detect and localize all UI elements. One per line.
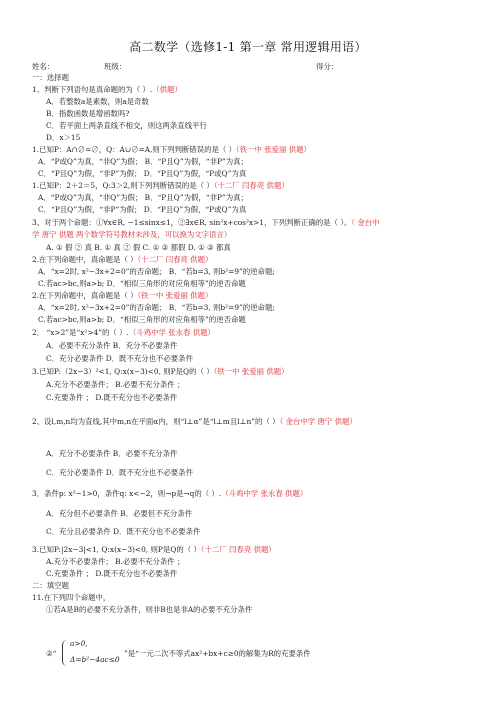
question-text: 2、设l,m,n均为直线,其中m,n在平面α内，则“l⊥α”是“l⊥m且l⊥n”的（ ）（ 金台中学 唐宁 供题） <box>32 417 357 426</box>
option-text: A．“P或Q”为真，“非Q”为假； B．“P且Q”为假，“非P”为真； <box>38 157 248 166</box>
option-text: B．指数函数是增函数吗? <box>46 109 130 118</box>
option-text: C．充分必要条件 D．既不充分也不必要条件 <box>46 354 193 363</box>
statement-text: ”是“一元二次不等式ax²+bx+c≥0的解集为R的充要条件 <box>124 649 311 658</box>
question-text: 1、判断下列语句是真命题的为（ ）.（供题） <box>32 85 182 94</box>
section-fill-heading: 二：填空题 <box>32 581 69 590</box>
question-source: （十二厂 闫春亮 供题） <box>137 255 213 264</box>
option-text: A．充分但不必要条件 B．必要但不充分条件 <box>46 509 193 518</box>
option-text: A．必要不充分条件 B．充分不必要条件 <box>46 341 178 350</box>
option-text: A.充分不必要条件； B.必要不充分条件 ； <box>46 380 185 389</box>
option-text: C．“P且Q”为假，“非P”为假； D．“P且Q”为假，“P或Q”为真 <box>38 205 247 214</box>
question-text: 2． “x>2”是“x²>4”的（ ）.（斗鸡中学 张永春 供题） <box>32 328 215 337</box>
question-text: 2.在下列命题中，真命题是（ ）（十二厂 闫春亮 供题） <box>32 255 213 264</box>
question-source: （ 金台中 <box>351 218 380 227</box>
system-line-2: Δ=b²−4ac≤0 <box>70 655 120 664</box>
question-source: （斗鸡中学 张永春 供题） <box>221 489 308 498</box>
question-source: （十二厂 闫春亮 供题） <box>200 545 276 554</box>
option-text: C.若ac>bc,则a>b; D．“相似三角形的对应角相等”的逆否命题 <box>38 279 246 288</box>
option-text: A．“x=2时, x²−3x+2=0”的否命题； B．“若b=3, 则b²=9”的逆命题; <box>38 303 275 312</box>
question-text: 3.已知P:|2x−3|<1, Q:x(x−3)<0, 则P是Q的（ ）（十二厂 闫春亮 供题） <box>32 545 276 554</box>
section-choice-heading: 一：选择题 <box>32 73 69 82</box>
option-text: C．充分且必要条件 D．既不充分也不必要条件 <box>46 527 201 536</box>
question-source: （斗鸡中学 张永春 供题） <box>128 328 215 337</box>
option-text: C.充要条件 ； D.既不充分也不必要条件 <box>46 393 178 402</box>
question-text: 2.在下列命题中，真命题是（ ）（铁一中 张爱丽 供题） <box>32 291 213 300</box>
class-label: 班级： <box>104 62 127 71</box>
question-text: 3．条件p: x²−1>0，条件q: x<−2，则¬p是¬q的（ ）.（斗鸡中学 张永春 供题） <box>32 489 308 498</box>
name-label: 姓名： <box>32 62 55 71</box>
question-source: 学 唐宁 供题 两个数学符号教材未涉及，可以换为文字语言） <box>32 230 232 239</box>
question-text: 11.在下列四个命题中， <box>32 593 111 602</box>
question-text: 3.已知P:（2x−3）²<1, Q:x(x−3)<0, 则P是Q的（ ）（铁一中 张爱丽 供题） <box>32 367 289 376</box>
question-source: （铁一中 张爱丽 供题） <box>137 291 213 300</box>
question-source: （十二厂 闫春亮 供题） <box>213 181 289 190</box>
system-brace <box>62 640 69 666</box>
question-source: （铁一中 张爱丽 供题） <box>236 145 311 154</box>
option-text: A．充分不必要条件 B．必要不充分条件 <box>46 449 178 458</box>
statement-text: ①若A是B的必要不充分条件，则非B也是非A的必要不充分条件 <box>46 605 253 614</box>
option-text: A．“x=2时, x²−3x+2=0”的否命题； B．“若b=3, 则b²=9”的逆命题; <box>38 267 275 276</box>
question-text: 3、对于两个命题：①∀x∈R, −1≤sinx≤1，②∃x∈R, sin²x+cos²x>1，下列判断正确的是（ ）。（ 金台中 <box>32 218 380 227</box>
question-source: （铁一中 张爱丽 供题） <box>213 367 289 376</box>
option-text: C．充分必要条件 D．既不充分也不必要条件 <box>46 468 193 477</box>
page-title: 高二数学（选修1-1 第一章 常用逻辑用语） <box>129 40 367 54</box>
question-source: （ 金台中学 唐宁 供题） <box>279 417 357 426</box>
question-text: 1.已知P：A∩∅=∅，Q：A∪∅=A,则下列判断错误的是（ ）（铁一中 张爱丽 供题） <box>32 145 311 154</box>
option-text: C．若平面上两条直线不相交，则这两条直线平行 <box>46 121 207 130</box>
option-text: A. ① 假 ② 真 B. ① 真 ② 假 C. ① ② 都假 D. ① ② 都真 <box>46 243 231 252</box>
option-text: C．“P且Q”为假，“非P”为假； D．“P且Q”为假，“P或Q”为真 <box>38 169 247 178</box>
option-text: C.若ac>bc,则a>b; D．“相似三角形的对应角相等”的逆否命题 <box>38 315 246 324</box>
option-text: A．“P或Q”为真，“非Q”为假； B．“P且Q”为假，“非P”为真； <box>38 193 248 202</box>
system-line-1: a>0, <box>70 639 88 648</box>
score-label: 得分： <box>316 62 339 71</box>
question-text: 1.已知P：2＋2＝5，Q:3＞2,则下列判断错误的是（ ）（十二厂 闫春亮 供题） <box>32 181 289 190</box>
question-source: （供题） <box>152 85 182 94</box>
option-text: A．若整数a是素数，则a是奇数 <box>46 97 149 106</box>
option-text: A.充分不必要条件； B.必要不充分条件 ； <box>46 557 185 566</box>
option-text: D．x＞15 <box>46 133 81 142</box>
option-text: C.充要条件 ； D.既不充分也不必要条件 <box>46 569 178 578</box>
statement-text: ②“ <box>46 649 57 658</box>
